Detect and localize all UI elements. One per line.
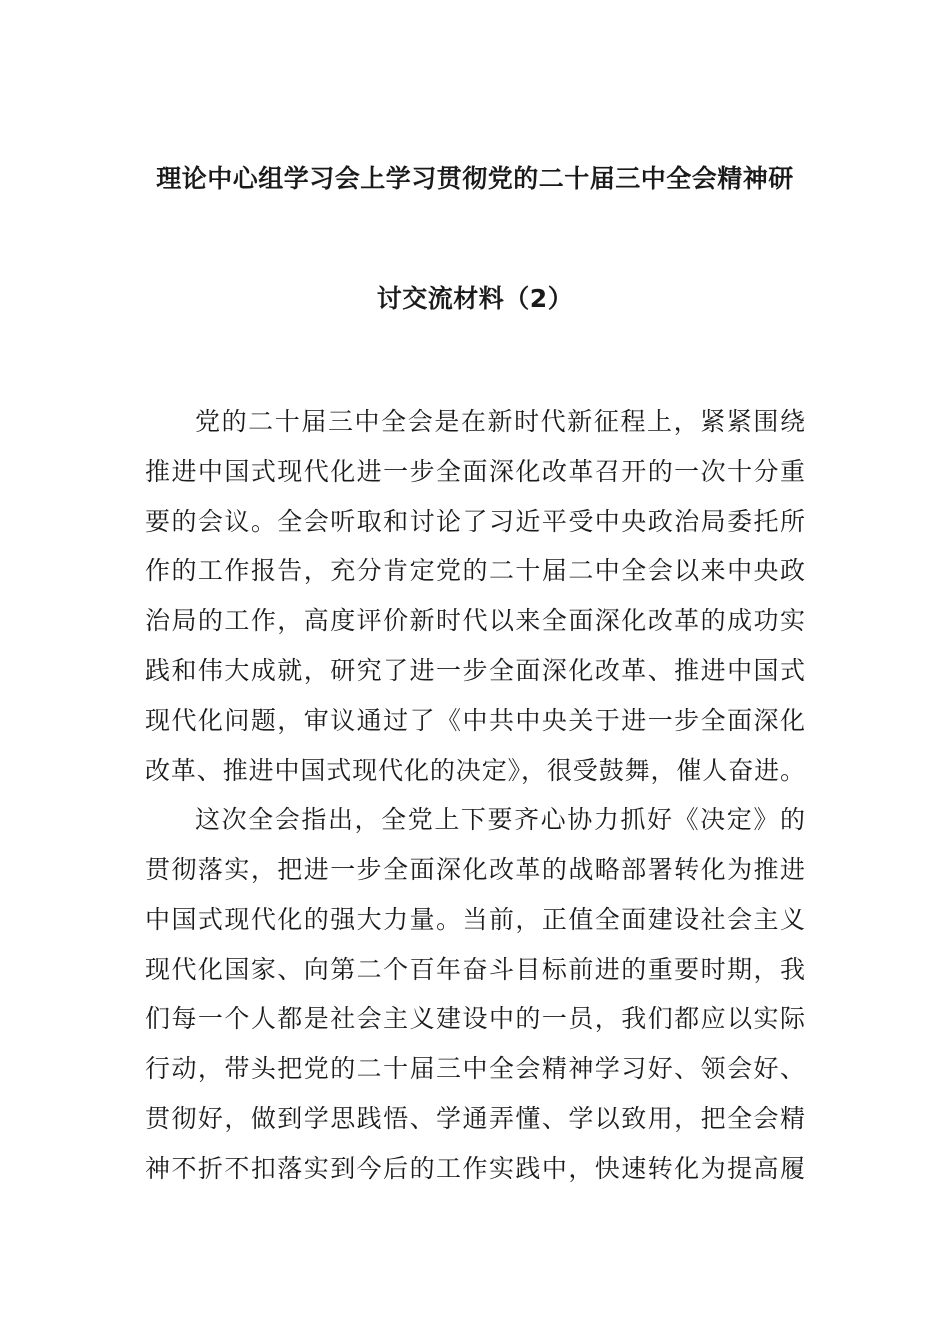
paragraph-2-line-2: 贯彻落实，把进一步全面深化改革的战略部署转化为推进	[145, 855, 805, 884]
paragraph-2-line-4: 现代化国家、向第二个百年奋斗目标前进的重要时期，我	[145, 955, 805, 984]
paragraph-2-line-7: 贯彻好，做到学思践悟、学通弄懂、学以致用，把全会精	[145, 1104, 805, 1133]
document-title-line-2: 讨交流材料（2）	[376, 284, 574, 313]
paragraph-1-line-4: 作的工作报告，充分肯定党的二十届二中全会以来中央政	[145, 556, 805, 585]
paragraph-2-line-5: 们每一个人都是社会主义建设中的一员，我们都应以实际	[145, 1004, 805, 1033]
paragraph-1-line-3: 要的会议。全会听取和讨论了习近平受中央政治局委托所	[145, 507, 805, 536]
document-title-line-1: 理论中心组学习会上学习贯彻党的二十届三中全会精神研	[156, 164, 794, 193]
paragraph-2-line-3: 中国式现代化的强大力量。当前，正值全面建设社会主义	[145, 905, 805, 934]
paragraph-1-line-2: 推进中国式现代化进一步全面深化改革召开的一次十分重	[145, 457, 805, 486]
paragraph-2-line-6: 行动，带头把党的二十届三中全会精神学习好、领会好、	[145, 1054, 805, 1083]
paragraph-1-line-6: 践和伟大成就，研究了进一步全面深化改革、推进中国式	[145, 656, 805, 685]
paragraph-2-line-1: 这次全会指出，全党上下要齐心协力抓好《决定》的	[195, 805, 805, 834]
paragraph-1-line-7: 现代化问题，审议通过了《中共中央关于进一步全面深化	[145, 706, 805, 735]
paragraph-1-line-5: 治局的工作，高度评价新时代以来全面深化改革的成功实	[145, 606, 805, 635]
paragraph-1-line-1: 党的二十届三中全会是在新时代新征程上，紧紧围绕	[195, 407, 805, 436]
paragraph-1-line-8: 改革、推进中国式现代化的决定》，很受鼓舞，催人奋进。	[145, 756, 805, 785]
paragraph-2-line-8: 神不折不扣落实到今后的工作实践中，快速转化为提高履	[145, 1154, 805, 1183]
